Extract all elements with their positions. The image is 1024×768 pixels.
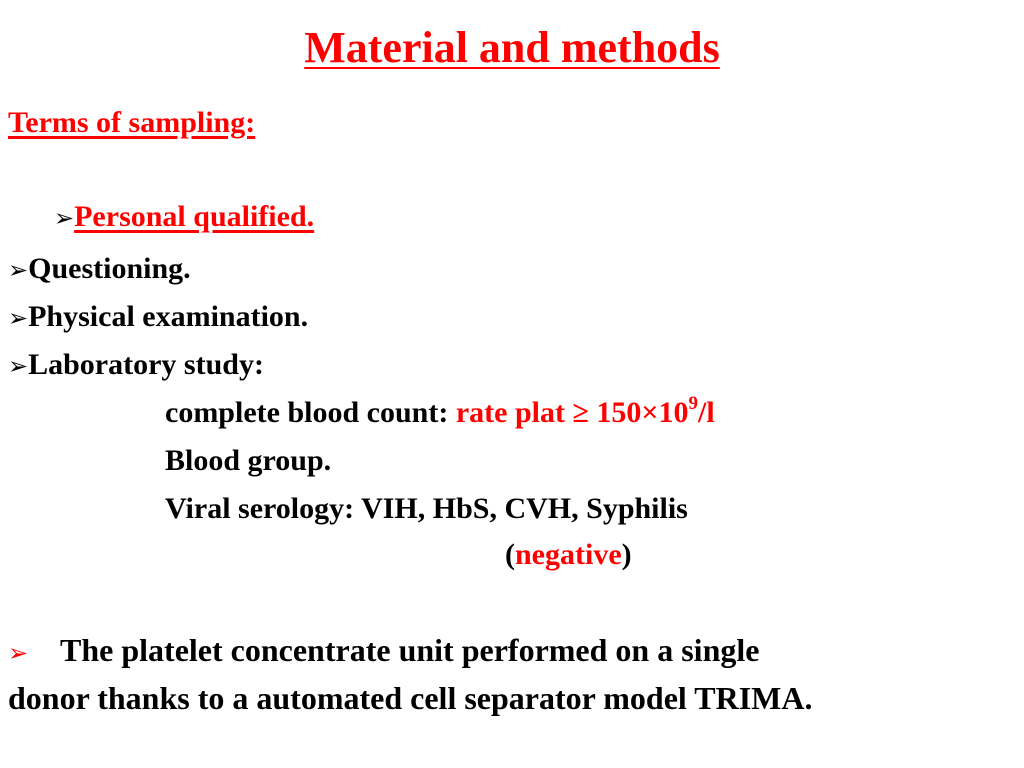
paren-close: )	[621, 538, 632, 571]
final-text-1: The platelet concentrate unit performed on a single	[60, 632, 760, 668]
bullet-personal	[54, 200, 314, 234]
arrowhead-bullet-icon: ➢	[54, 204, 75, 232]
arrowhead-bullet-icon: ➢	[8, 256, 29, 284]
arrowhead-bullet-icon: ➢	[8, 639, 29, 667]
final-bullet-line1	[8, 632, 759, 669]
lab-viral-serology: Viral serology: VIH, HbS, CVH, Syphilis	[165, 492, 688, 525]
cbc-value: rate plat ≥ 150×10	[455, 396, 689, 429]
lab-blood-group: Blood group.	[165, 444, 332, 477]
cbc-label: complete blood count:	[165, 396, 456, 429]
bullet-label: Laboratory study:	[28, 348, 264, 381]
paren-open: (	[505, 538, 515, 571]
final-bullet-line2: donor thanks to a automated cell separator model TRIMA.	[8, 680, 813, 716]
bullet-laboratory	[8, 348, 264, 382]
bullet-label: Personal qualified.	[74, 200, 315, 233]
arrowhead-bullet-icon: ➢	[8, 352, 29, 380]
cbc-unit: /l	[698, 396, 715, 429]
lab-negative-note	[505, 538, 632, 572]
slide-title: Material and methods	[304, 23, 720, 72]
negative-label: negative	[515, 538, 622, 571]
bullet-physical	[8, 300, 308, 334]
cbc-exponent: 9	[688, 393, 699, 414]
section-heading: Terms of sampling:	[8, 106, 256, 139]
bullet-label: Physical examination.	[28, 300, 309, 333]
lab-cbc-line	[165, 393, 715, 430]
arrowhead-bullet-icon: ➢	[8, 304, 29, 332]
bullet-label: Questioning.	[28, 252, 191, 285]
bullet-questioning	[8, 252, 191, 286]
